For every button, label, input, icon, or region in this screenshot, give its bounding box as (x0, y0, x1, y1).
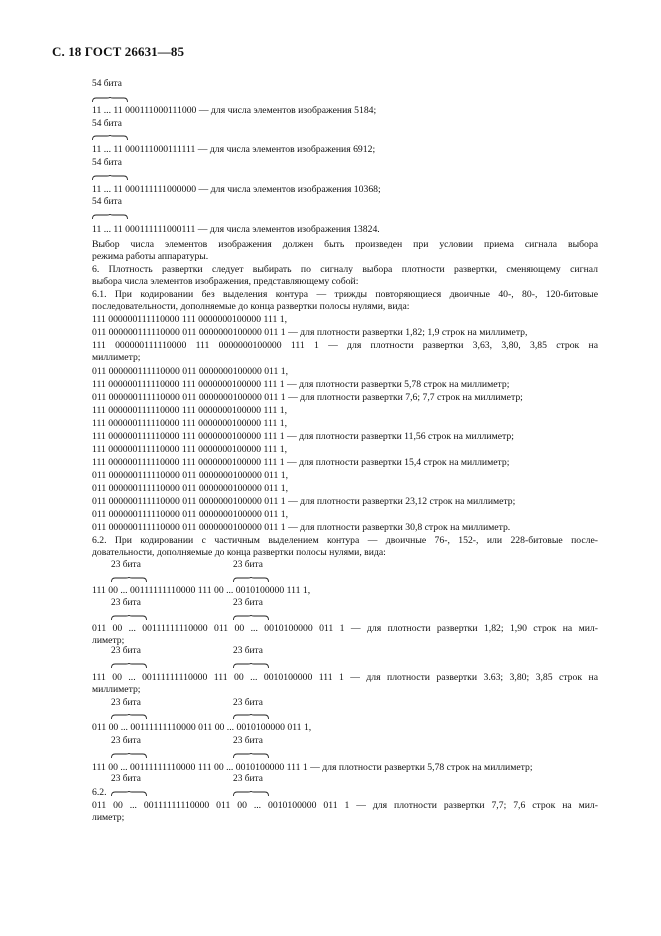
page-header: С. 18 ГОСТ 26631—85 (52, 44, 185, 59)
bits-label: 54 бита (92, 197, 122, 207)
paragraph-line: режима работы аппаратуры. (92, 251, 209, 262)
brace-mark (111, 615, 147, 620)
paragraph-line: довательности, дополняемые до конца развертки полосы нулями, вида: (92, 547, 386, 558)
code-line: лиметр; (92, 635, 125, 646)
code-line: 111 000000111110000 111 0000000100000 111 1, (92, 418, 287, 429)
code-line: миллиметр; (92, 684, 141, 695)
bits-label: 23 бита (233, 560, 263, 570)
code-line: 011 00 ... 00111111110000 011 00 ... 0010100000 011 1 — для плотности развертки 1,82; 1,90 строк на мил- (92, 623, 598, 634)
brace-mark (233, 663, 269, 668)
code-line: 011 000000111110000 011 0000000100000 011 1 — для плотности развертки 1,82; 1,9 строк на миллиметр, (92, 327, 528, 338)
bits-label: 23 бита (233, 698, 263, 708)
code-line: 011 00 ... 00111111110000 011 00 ... 0010100000 011 1, (92, 722, 312, 733)
code-line: 011 000000111110000 011 0000000100000 011 1 — для плотности развертки 23,12 строк на миллиметр; (92, 496, 516, 507)
bits-label: 54 бита (92, 158, 122, 168)
paragraph-line: 6.1. При кодировании без выделения контура — трижды повторяющиеся двоичные 40-, 80-, 120-битовые (92, 289, 598, 300)
code-line: 011 000000111110000 011 0000000100000 011 1, (92, 509, 289, 520)
code-line: 111 000000111110000 111 0000000100000 111 1 — для плотности развертки 5,78 строк на миллиметр; (92, 379, 510, 390)
brace-mark (233, 615, 269, 620)
text-line: 11 ... 11 000111111000000 — для числа элементов изображения 10368; (92, 184, 381, 195)
bits-label: 23 бита (111, 736, 141, 746)
bits-label: 54 бита (92, 79, 122, 89)
bits-label: 23 бита (111, 774, 141, 784)
bits-label: 23 бита (233, 646, 263, 656)
paragraph-line: 6. Плотность развертки следует выбирать по сигналу выбора плотности развертки, сменяющему сигнал (92, 264, 598, 275)
bits-label: 23 бита (233, 774, 263, 784)
code-line: 111 000000111110000 111 0000000100000 111 1, (92, 444, 287, 455)
code-line: 011 000000111110000 011 0000000100000 011 1, (92, 470, 289, 481)
bits-label: 23 бита (111, 598, 141, 608)
text-line: 11 ... 11 000111000111111 — для числа элементов изображения 6912; (92, 144, 376, 155)
paragraph-line: выбора числа элементов изображения, представляющему собой: (92, 276, 359, 287)
brace-mark (111, 791, 147, 796)
text-line: 11 ... 11 000111111000111 — для числа элементов изображения 13824. (92, 224, 380, 235)
paragraph-line: 6.2. (92, 787, 107, 798)
code-line: 111 000000111110000 111 0000000100000 111 1 — для плотности развертки 3,63, 3,80, 3,85 строк на (92, 340, 598, 351)
code-line: 111 000000111110000 111 0000000100000 111 1 — для плотности развертки 15,4 строк на миллиметр; (92, 457, 510, 468)
paragraph-line: 6.2. При кодировании с частичным выделением контура — двоичные 76-, 152-, или 228-битовые после- (92, 535, 598, 546)
code-line: 011 00 ... 00111111110000 011 00 ... 0010100000 011 1 — для плотности развертки 7,7; 7,6 строк на мил- (92, 800, 598, 811)
code-line: 111 00 ... 00111111110000 111 00 ... 0010100000 111 1 — для плотности развертки 5,78 строк на миллиметр; (92, 762, 533, 773)
code-line: миллиметр; (92, 352, 141, 363)
brace-mark (233, 577, 269, 582)
paragraph-line: последовательности, дополняемые до конца развертки полосы нулями, вида: (92, 301, 410, 312)
brace-mark (233, 791, 269, 796)
bits-label: 23 бита (111, 698, 141, 708)
brace-mark (233, 714, 269, 719)
text-line: 11 ... 11 000111000111000 — для числа элементов изображения 5184; (92, 105, 377, 116)
code-line: 011 000000111110000 011 0000000100000 011 1 — для плотности развертки 30,8 строк на миллиметр. (92, 522, 511, 533)
code-line: 111 00 ... 00111111110000 111 00 ... 0010100000 111 1, (92, 585, 311, 596)
brace-mark (233, 753, 269, 758)
brace-mark (111, 714, 147, 719)
code-line: 011 000000111110000 011 0000000100000 011 1 — для плотности развертки 7,6; 7,7 строк на миллиметр; (92, 392, 523, 403)
brace-mark (92, 214, 128, 219)
bits-label: 23 бита (233, 736, 263, 746)
brace-mark (111, 663, 147, 668)
code-line: 111 000000111110000 111 0000000100000 111 1, (92, 314, 287, 325)
brace-mark (92, 97, 128, 102)
bits-label: 23 бита (233, 598, 263, 608)
bits-label: 23 бита (111, 560, 141, 570)
brace-mark (92, 175, 128, 180)
bits-label: 23 бита (111, 646, 141, 656)
brace-mark (92, 135, 128, 140)
code-line: 111 000000111110000 111 0000000100000 111 1 — для плотности развертки 11,56 строк на миллиметр; (92, 431, 514, 442)
code-line: 011 000000111110000 011 0000000100000 011 1, (92, 483, 289, 494)
bits-label: 54 бита (92, 119, 122, 129)
brace-mark (111, 577, 147, 582)
code-line: 111 00 ... 00111111110000 111 00 ... 0010100000 111 1 — для плотности развертки 3.63; 3,80; 3,85 строк на (92, 672, 598, 683)
code-line: лиметр; (92, 812, 125, 823)
code-line: 111 000000111110000 111 0000000100000 111 1, (92, 405, 287, 416)
paragraph-line: Выбор числа элементов изображения должен быть произведен при условии приема сигнала выбора (92, 239, 598, 250)
code-line: 011 000000111110000 011 0000000100000 011 1, (92, 366, 289, 377)
brace-mark (111, 753, 147, 758)
